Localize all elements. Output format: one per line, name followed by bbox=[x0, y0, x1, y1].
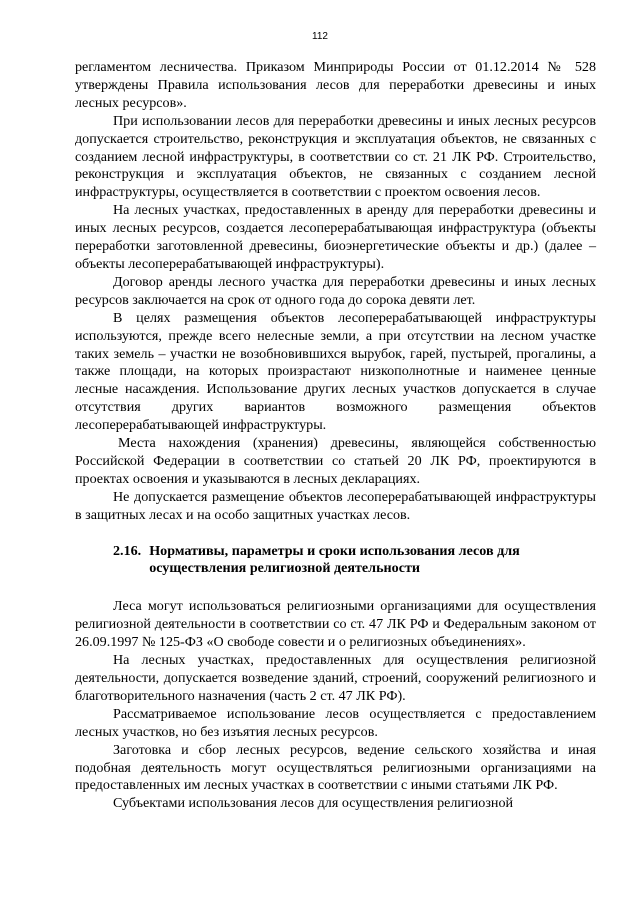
paragraphs-before-section bbox=[75, 59, 596, 525]
section-title: Нормативы, параметры и сроки использования лесов для осуществления религиозной деятельности bbox=[149, 542, 520, 577]
section-heading bbox=[75, 543, 596, 579]
section-number: 2.16. bbox=[113, 542, 142, 559]
paragraph: Заготовка и сбор лесных ресурсов, ведение сельского хозяйства и иная подобная деятельность могут осуществляться религиозными организациями на предоставленных им лесных участках в соответствии с иными статьями ЛК РФ. bbox=[75, 741, 596, 794]
paragraph: Рассматриваемое использование лесов осуществляется с предоставлением лесных участков, но без изъятия лесных ресурсов. bbox=[75, 705, 596, 740]
paragraph: Места нахождения (хранения) древесины, являющейся собственностью Российской Федерации в соответствии со статьей 20 ЛК РФ, проектируются в проектах освоения и указываются в лесных декларациях. bbox=[75, 435, 596, 487]
paragraph: Леса могут использоваться религиозными организациями для осуществления религиозной деятельности в соответствии со ст. 47 ЛК РФ и Федеральным законом от 26.09.1997 № 125-ФЗ «О свободе совести и о религиозных объединениях». bbox=[75, 598, 596, 651]
paragraphs-after-section bbox=[75, 598, 596, 813]
paragraph: Субъектами использования лесов для осуществления религиозной bbox=[113, 795, 514, 812]
paragraph: регламентом лесничества. Приказом Минприроды России от 01.12.2014 № 528 утверждены Правила использования лесов для переработки древесины и иных лесных ресурсов». bbox=[75, 59, 596, 111]
document-body bbox=[75, 59, 596, 813]
page-number: 112 bbox=[312, 31, 328, 42]
paragraph: В целях размещения объектов лесоперерабатывающей инфраструктуры используются, прежде всего нелесные земли, а при отсутствии на лесном участке таких земель – участки не возобновившихся вырубок, гарей, пустырей, прогалины, а также площади, на которых произрастают низкополнотные и наименее ценные лесные насаждения. Использование других лесных участков допускается в случае отсутствия других вариантов возможного размещения объектов лесоперерабатывающей инфраструктуры. bbox=[75, 309, 596, 434]
paragraph: При использовании лесов для переработки древесины и иных лесных ресурсов допускается строительство, реконструкция и эксплуатация объектов, не связанных с созданием лесной инфраструктуры, в соответствии со ст. 21 ЛК РФ. Строительство, реконструкция и эксплуатация объектов, не связанных с созданием лесной инфраструктуры, осуществляется в соответствии с проектом освоения лесов. bbox=[75, 112, 596, 201]
paragraph: Договор аренды лесного участка для переработки древесины и иных лесных ресурсов заключается на срок от одного года до сорока девяти лет. bbox=[75, 273, 596, 308]
paragraph: На лесных участках, предоставленных для осуществления религиозной деятельности, допускается возведение зданий, строений, сооружений религиозного и благотворительного назначения (часть 2 ст. 47 ЛК РФ). bbox=[75, 652, 596, 704]
paragraph: Не допускается размещение объектов лесоперерабатывающей инфраструктуры в защитных лесах и на особо защитных участках лесов. bbox=[75, 488, 596, 523]
paragraph: На лесных участках, предоставленных в аренду для переработки древесины и иных лесных ресурсов, создается лесоперерабатывающая инфраструктура (объекты переработки заготовленной древесины, биоэнергетические объекты и др.) (далее – объекты лесоперерабатывающей инфраструктуры). bbox=[75, 202, 596, 272]
